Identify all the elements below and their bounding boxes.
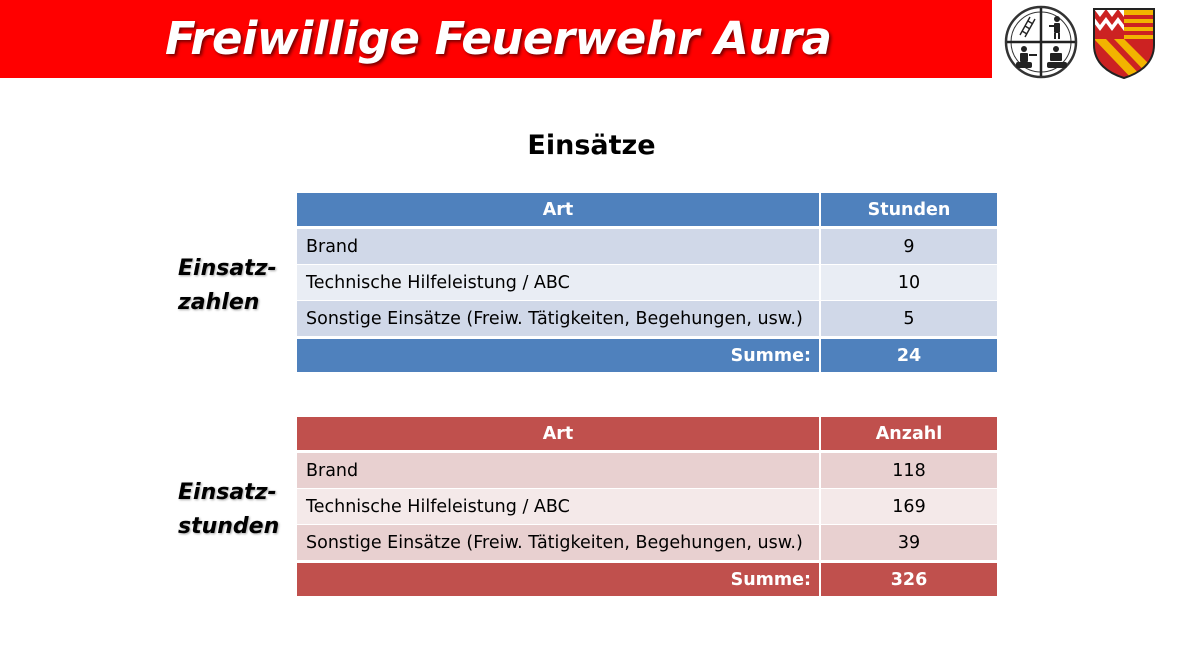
column-header-value: Stunden [821, 193, 997, 229]
cell-art: Technische Hilfeleistung / ABC [297, 489, 821, 525]
total-label: Summe: [297, 561, 821, 597]
title-banner [0, 0, 992, 78]
table-total-row [297, 337, 997, 373]
section-label-line: Einsatz- [178, 256, 277, 281]
table-header-row [297, 193, 997, 229]
einsatzstunden-table [297, 417, 997, 597]
total-label: Summe: [297, 337, 821, 373]
section-label-line: stunden [178, 514, 280, 539]
feuerwehr-emblem-icon [1004, 5, 1078, 79]
section-label-einsatzzahlen [178, 252, 277, 320]
section-label-einsatzstunden [178, 476, 279, 544]
cell-art: Sonstige Einsätze (Freiw. Tätigkeiten, Begehungen, usw.) [297, 301, 821, 337]
table-row [297, 229, 997, 265]
cell-art: Brand [297, 229, 821, 265]
cell-value: 9 [821, 229, 997, 265]
section-label-line: zahlen [178, 290, 260, 315]
total-value: 326 [821, 561, 997, 597]
table-row [297, 301, 997, 337]
section-label-line: Einsatz- [178, 480, 277, 505]
table-row [297, 453, 997, 489]
coat-of-arms-icon [1090, 5, 1158, 81]
column-header-value: Anzahl [821, 417, 997, 453]
column-header-art: Art [297, 417, 821, 453]
table-row [297, 525, 997, 561]
cell-art: Sonstige Einsätze (Freiw. Tätigkeiten, Begehungen, usw.) [297, 525, 821, 561]
cell-art: Brand [297, 453, 821, 489]
cell-art: Technische Hilfeleistung / ABC [297, 265, 821, 301]
table-total-row [297, 561, 997, 597]
einsatzzahlen-table [297, 193, 997, 373]
column-header-art: Art [297, 193, 821, 229]
cell-value: 10 [821, 265, 997, 301]
table-row [297, 265, 997, 301]
cell-value: 5 [821, 301, 997, 337]
table-row [297, 489, 997, 525]
cell-value: 39 [821, 525, 997, 561]
table-header-row [297, 417, 997, 453]
banner-title: Freiwillige Feuerwehr Aura [165, 12, 832, 65]
slide-heading: Einsätze [527, 130, 656, 161]
total-value: 24 [821, 337, 997, 373]
cell-value: 118 [821, 453, 997, 489]
cell-value: 169 [821, 489, 997, 525]
